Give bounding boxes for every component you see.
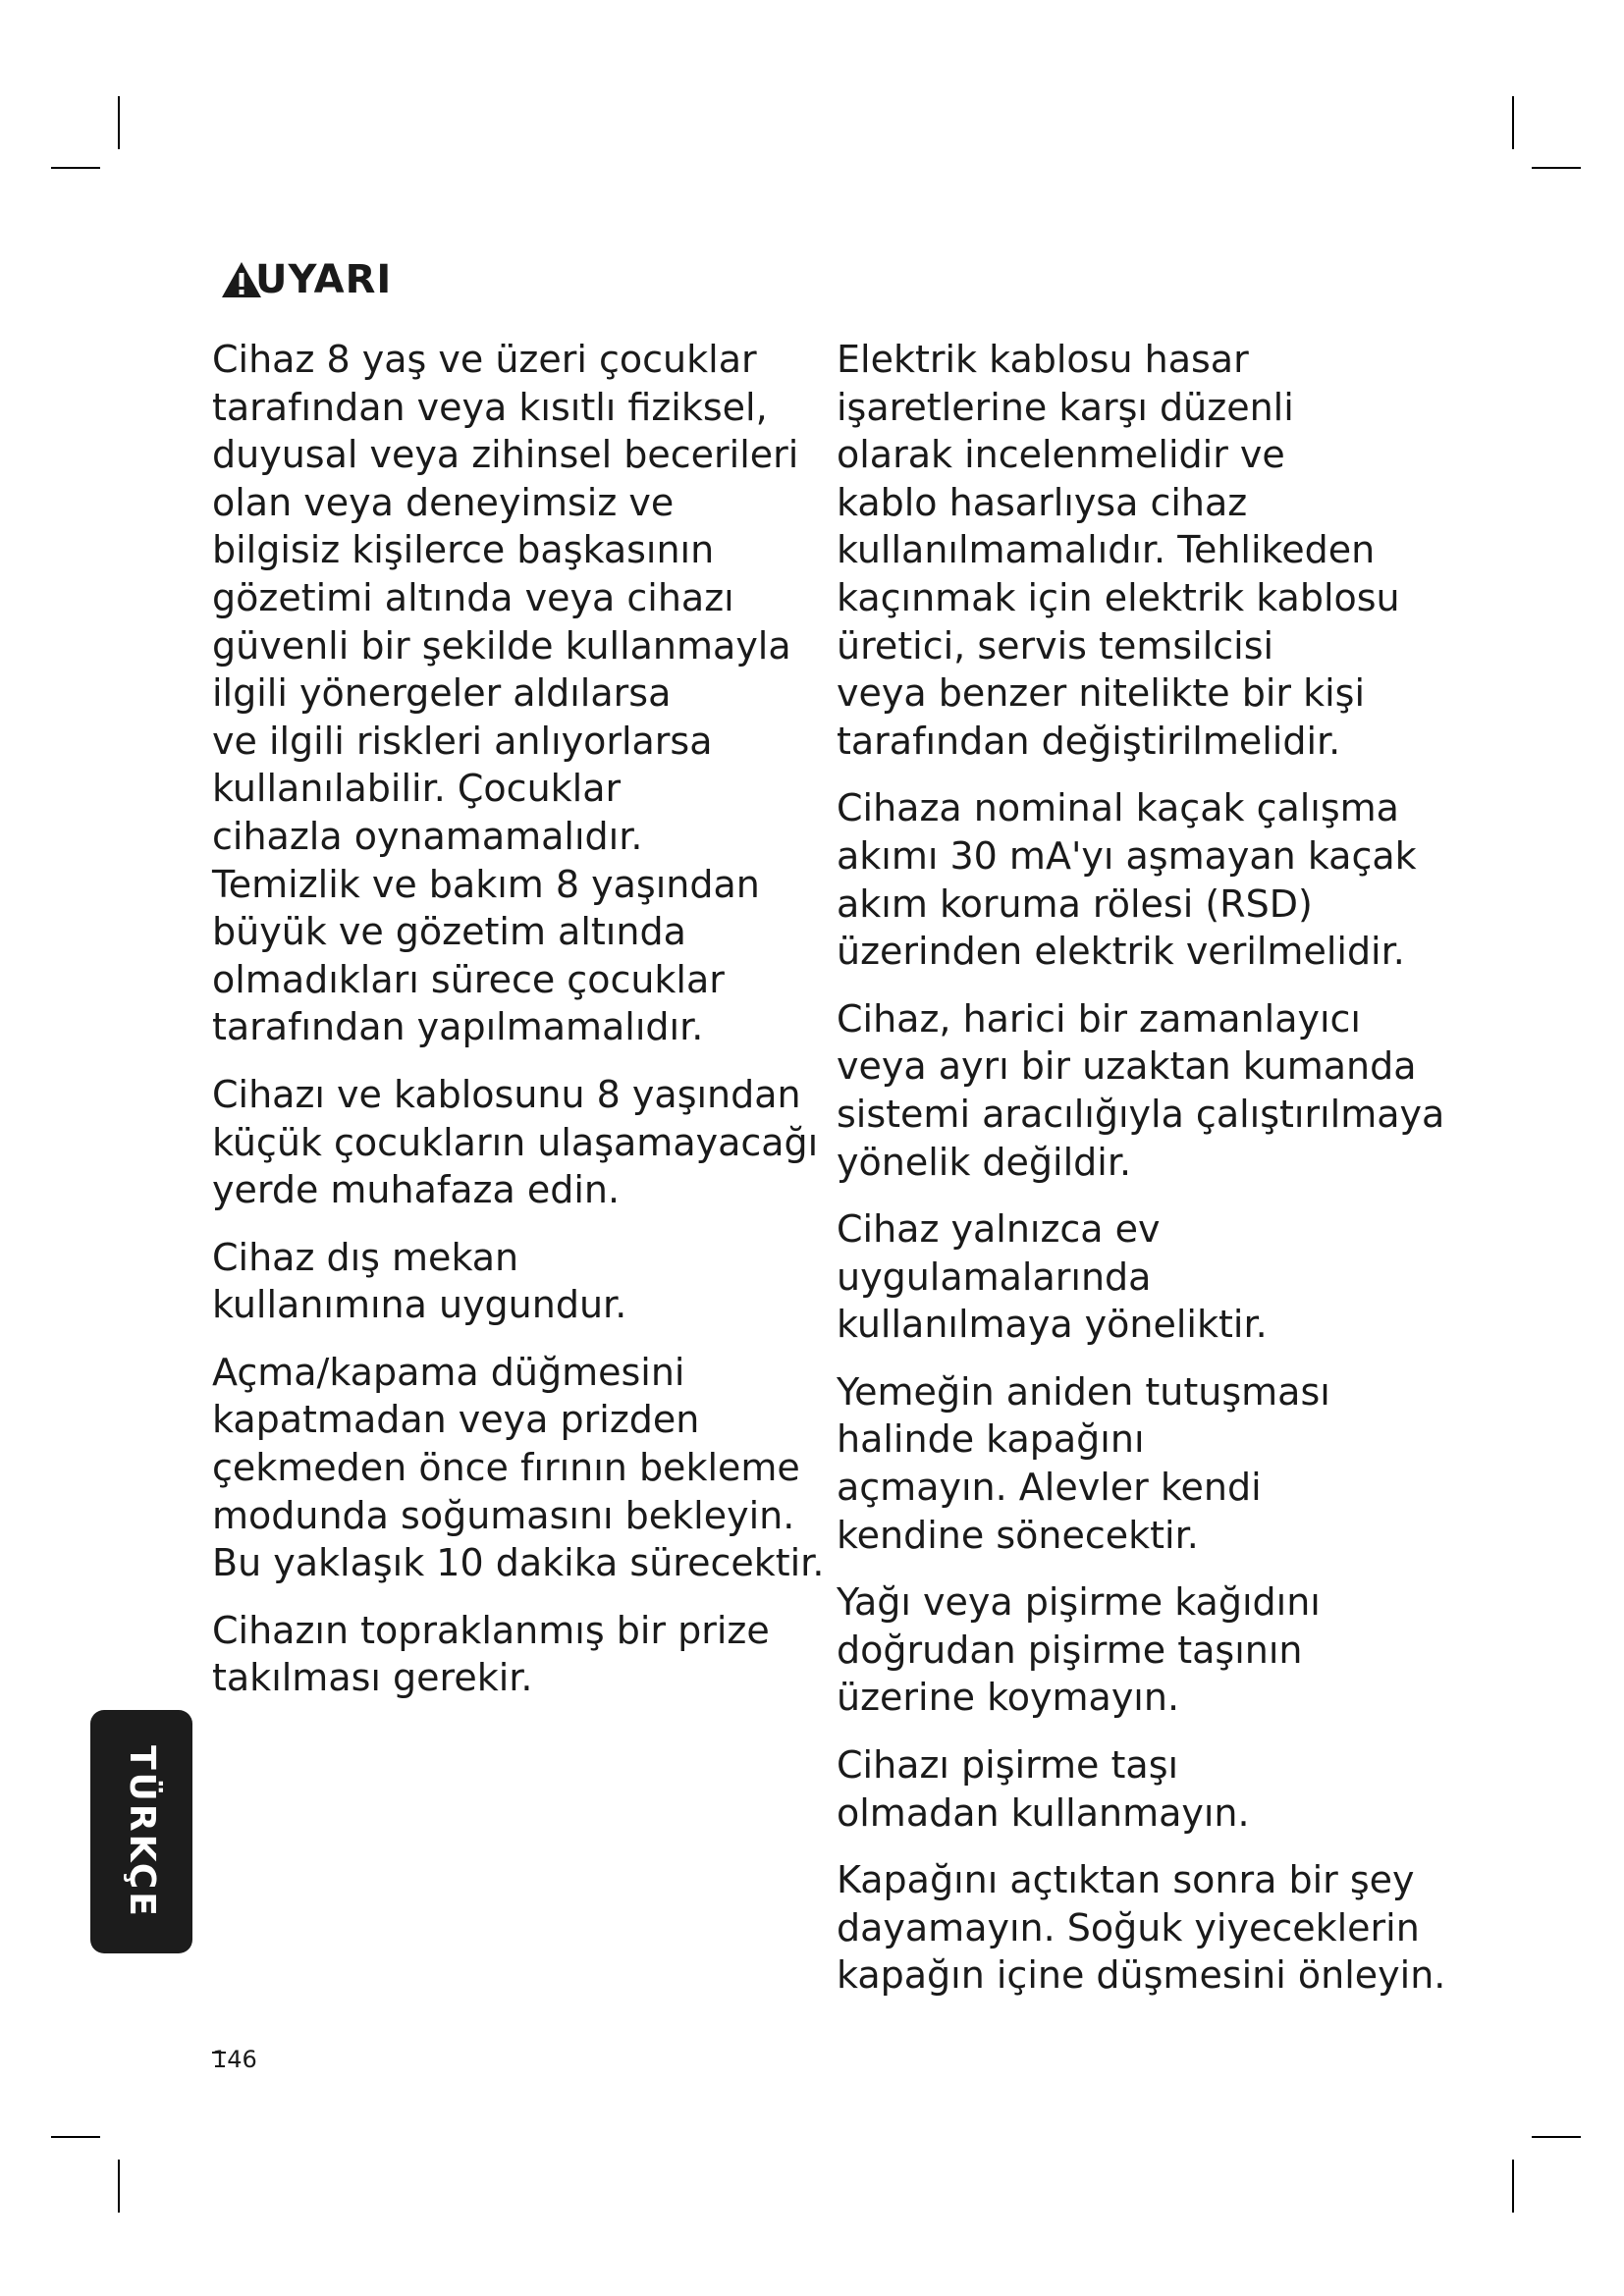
warning-paragraph xyxy=(837,1578,1445,1722)
paragraph-line: veya benzer nitelikte bir kişi xyxy=(837,671,1366,716)
warning-paragraph xyxy=(212,1607,821,1702)
paragraph-line: olmadıkları sürece çocuklar xyxy=(212,957,725,1001)
paragraph-line: kullanılabilir. Çocuklar xyxy=(212,767,622,811)
paragraph-line: Cihazı pişirme taşı xyxy=(837,1743,1179,1788)
paragraph-line: Cihaz yalnızca ev xyxy=(837,1207,1161,1252)
warning-paragraph xyxy=(837,1368,1445,1559)
paragraph-line: akım koruma rölesi (RSD) xyxy=(837,881,1313,926)
paragraph-line: halinde kapağını xyxy=(837,1417,1145,1462)
crop-mark xyxy=(51,167,100,169)
right-column xyxy=(837,336,1445,2019)
paragraph-line: Cihaza nominal kaçak çalışma xyxy=(837,786,1399,830)
paragraph-line: üretici, servis temsilcisi xyxy=(837,623,1274,667)
paragraph-line: işaretlerine karşı düzenli xyxy=(837,385,1294,429)
paragraph-line: kapatmadan veya prizden xyxy=(212,1398,700,1442)
warning-paragraph xyxy=(837,1856,1445,2000)
paragraph-line: üzerine koymayın. xyxy=(837,1676,1180,1720)
paragraph-line: bilgisiz kişilerce başkasının xyxy=(212,528,715,572)
crop-mark xyxy=(1512,96,1514,149)
paragraph-line: kullanılmamalıdır. Tehlikeden xyxy=(837,528,1376,572)
paragraph-line: olarak incelenmelidir ve xyxy=(837,433,1285,477)
crop-mark xyxy=(118,96,120,149)
paragraph-line: kapağın içine düşmesini önleyin. xyxy=(837,1953,1446,1998)
paragraph-line: Cihazı ve kablosunu 8 yaşından xyxy=(212,1072,801,1116)
paragraph-line: açmayın. Alevler kendi xyxy=(837,1466,1262,1510)
paragraph-line: ve ilgili riskleri anlıyorlarsa xyxy=(212,719,713,763)
paragraph-line: doğrudan pişirme taşının xyxy=(837,1628,1303,1672)
paragraph-line: Cihaz 8 yaş ve üzeri çocuklar xyxy=(212,338,757,381)
paragraph-line: sistemi aracılığıyla çalıştırılmaya xyxy=(837,1092,1445,1136)
paragraph-line: küçük çocukların ulaşamayacağı xyxy=(212,1120,819,1164)
paragraph-line: Temizlik ve bakım 8 yaşından xyxy=(212,862,760,906)
paragraph-line: gözetimi altında veya cihazı xyxy=(212,575,734,619)
warning-paragraph xyxy=(837,336,1445,765)
warning-heading xyxy=(220,257,392,302)
warning-paragraph xyxy=(212,336,821,1051)
paragraph-line: kullanılmaya yöneliktir. xyxy=(837,1303,1268,1347)
paragraph-line: kaçınmak için elektrik kablosu xyxy=(837,575,1400,619)
paragraph-line: takılması gerekir. xyxy=(212,1656,533,1700)
paragraph-line: güvenli bir şekilde kullanmayla xyxy=(212,623,791,667)
paragraph-line: yerde muhafaza edin. xyxy=(212,1168,621,1212)
paragraph-line: Cihaz, harici bir zamanlayıcı xyxy=(837,996,1361,1041)
paragraph-line: Yemeğin aniden tutuşması xyxy=(837,1369,1330,1414)
language-tab-label: TÜRKÇE xyxy=(121,1744,162,1919)
crop-mark xyxy=(1532,2136,1581,2138)
paragraph-line: çekmeden önce fırının bekleme xyxy=(212,1446,800,1490)
paragraph-line: Yağı veya pişirme kağıdını xyxy=(837,1580,1321,1625)
paragraph-line: yönelik değildir. xyxy=(837,1140,1132,1184)
paragraph-line: büyük ve gözetim altında xyxy=(212,910,686,954)
paragraph-line: kablo hasarlıysa cihaz xyxy=(837,480,1248,524)
warning-paragraph xyxy=(837,1205,1445,1349)
paragraph-line: tarafından yapılmamalıdır. xyxy=(212,1005,704,1049)
heading-title: UYARI xyxy=(255,257,393,302)
warning-paragraph xyxy=(837,784,1445,975)
warning-paragraph xyxy=(837,1741,1445,1837)
paragraph-line: kullanımına uygundur. xyxy=(212,1283,627,1327)
paragraph-line: Cihazın topraklanmış bir prize xyxy=(212,1608,770,1652)
paragraph-line: kendine sönecektir. xyxy=(837,1513,1199,1557)
paragraph-line: Cihaz dış mekan xyxy=(212,1235,519,1279)
warning-paragraph xyxy=(837,995,1445,1186)
paragraph-line: cihazla oynamamalıdır. xyxy=(212,814,643,858)
paragraph-line: akımı 30 mA'yı aşmayan kaçak xyxy=(837,833,1417,878)
crop-mark xyxy=(1532,167,1581,169)
paragraph-line: modunda soğumasını bekleyin. xyxy=(212,1493,795,1537)
language-tab xyxy=(90,1710,192,1953)
paragraph-line: Bu yaklaşık 10 dakika sürecektir. xyxy=(212,1541,825,1585)
paragraph-line: veya ayrı bir uzaktan kumanda xyxy=(837,1044,1417,1089)
paragraph-line: tarafından değiştirilmelidir. xyxy=(837,719,1341,763)
crop-mark xyxy=(1512,2160,1514,2213)
paragraph-line: Elektrik kablosu hasar xyxy=(837,338,1249,381)
crop-mark xyxy=(51,2136,100,2138)
paragraph-line: olan veya deneyimsiz ve xyxy=(212,480,675,524)
paragraph-line: üzerinden elektrik verilmelidir. xyxy=(837,930,1405,974)
paragraph-line: ilgili yönergeler aldılarsa xyxy=(212,671,672,716)
paragraph-line: Açma/kapama düğmesini xyxy=(212,1350,685,1394)
paragraph-line: Kapağını açtıktan sonra bir şey xyxy=(837,1858,1415,1902)
paragraph-line: duyusal veya zihinsel becerileri xyxy=(212,433,799,477)
paragraph-line: uygulamalarında xyxy=(837,1255,1152,1299)
warning-paragraph xyxy=(212,1349,825,1587)
warning-paragraph xyxy=(212,1234,821,1329)
page-number: 146 xyxy=(212,2046,257,2073)
paragraph-line: olmadan kullanmayın. xyxy=(837,1790,1250,1835)
paragraph-line: dayamayın. Soğuk yiyeceklerin xyxy=(837,1905,1420,1949)
left-column xyxy=(212,336,825,1722)
paragraph-line: tarafından veya kısıtlı fiziksel, xyxy=(212,385,768,429)
crop-mark xyxy=(118,2160,120,2213)
warning-paragraph xyxy=(212,1071,821,1214)
